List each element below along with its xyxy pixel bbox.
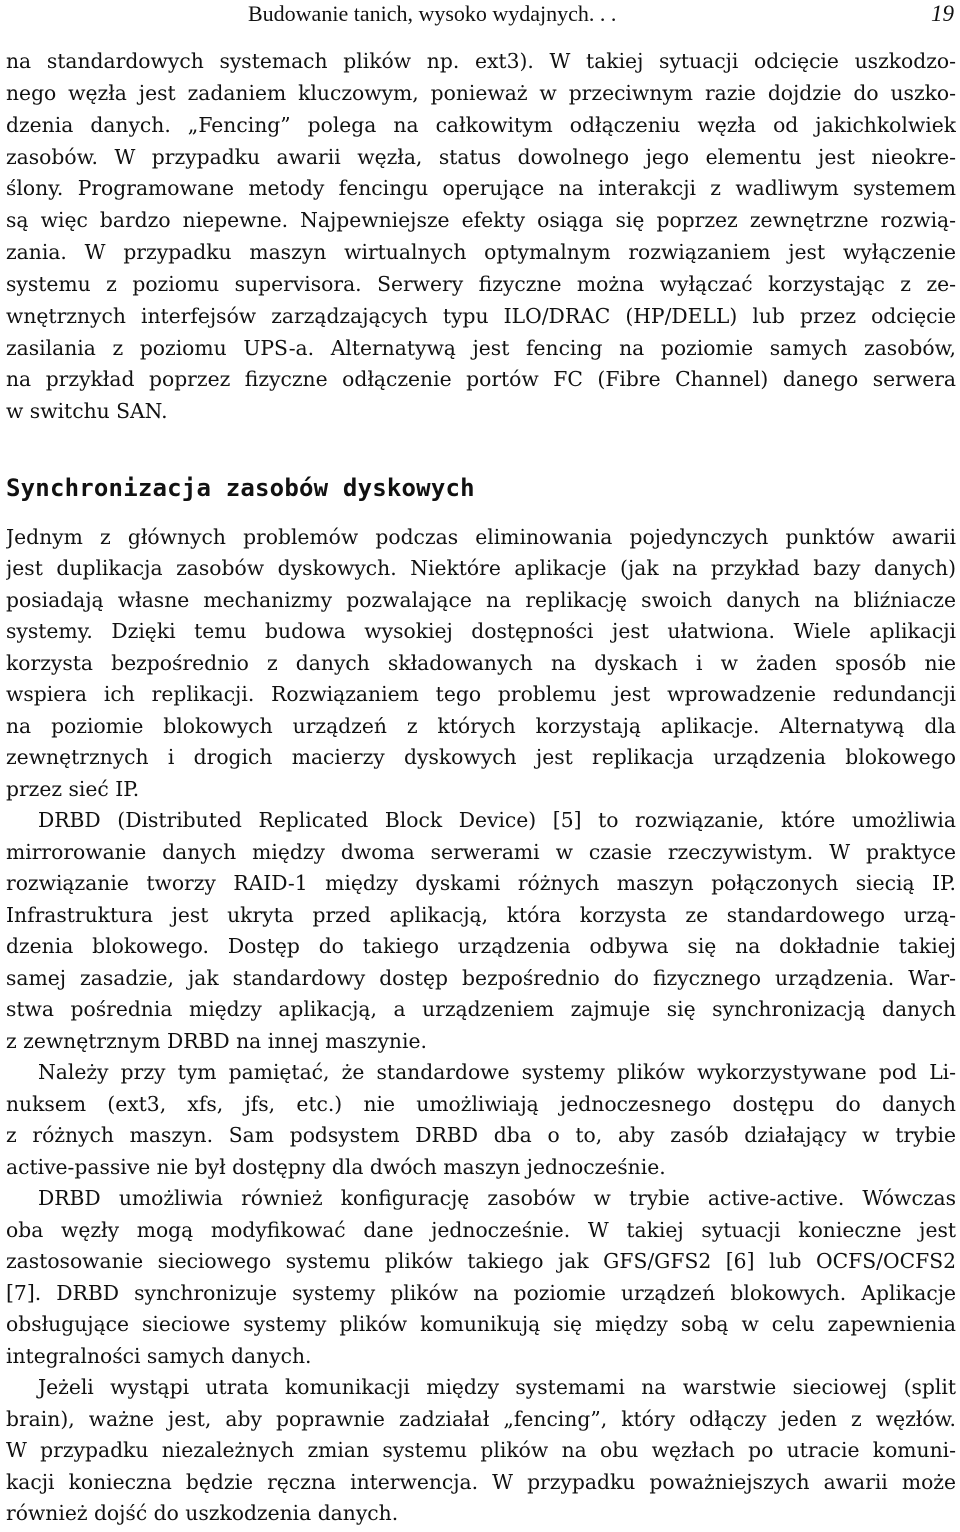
text-line: posiadają własne mechanizmy pozwalające na replikację swoich danych na bliźniacze	[6, 588, 956, 612]
text-line: w switchu SAN.	[6, 399, 168, 423]
section-heading: Synchronizacja zasobów dyskowych	[6, 474, 475, 502]
text-line: zasobów. W przypadku awarii węzła, status dowolnego jego elementu jest nieokre-	[6, 145, 956, 169]
text-line: samej zasadzie, jak standardowy dostęp bezpośrednio do fizycznego urządzenia. War-	[6, 966, 956, 990]
text-line: Infrastruktura jest ukryta przed aplikacją, która korzysta ze standardowego urzą-	[6, 903, 956, 927]
text-line: z zewnętrznym DRBD na innej maszynie.	[6, 1029, 427, 1053]
text-line: rozwiązanie tworzy RAID-1 między dyskami różnych maszyn połączonych siecią IP.	[6, 871, 956, 895]
text-line: przez sieć IP.	[6, 777, 140, 801]
text-line: nego węzła jest zadaniem kluczowym, ponieważ w przeciwnym razie dojdzie do uszko-	[6, 81, 956, 105]
text-line: kacji konieczna będzie ręczna interwencja. W przypadku poważniejszych awarii może	[6, 1470, 956, 1494]
text-line: stwa pośrednia między aplikacją, a urządzeniem zajmuje się synchronizacją danych	[6, 997, 956, 1021]
text-line: zasilania z poziomu UPS-a. Alternatywą jest fencing na poziomie samych zasobów,	[6, 336, 956, 360]
page-header	[0, 0, 960, 32]
text-line: Jednym z głównych problemów podczas eliminowania pojedynczych punktów awarii	[6, 525, 956, 549]
text-line: dzenia blokowego. Dostęp do takiego urządzenia odbywa się na dokładnie takiej	[6, 934, 956, 958]
text-line: korzysta bezpośrednio z danych składowanych na dyskach i w żaden sposób nie	[6, 651, 956, 675]
text-line: dzenia danych. „Fencing” polega na całkowitym odłączeniu węzła od jakichkolwiek	[6, 113, 956, 137]
text-line: systemy. Dzięki temu budowa wysokiej dostępności jest ułatwiona. Wiele aplikacji	[6, 619, 956, 643]
text-line: na poziomie blokowych urządzeń z których korzystają aplikacje. Alternatywą dla	[6, 714, 956, 738]
text-line: W przypadku niezależnych zmian systemu plików na obu węzłach po utracie komuni-	[6, 1438, 956, 1462]
text-line: brain), ważne jest, aby poprawnie zadziałał „fencing”, który odłączy jeden z węzłów.	[6, 1407, 956, 1431]
text-line: zewnętrznych i drogich macierzy dyskowych jest replikacja urządzenia blokowego	[6, 745, 956, 769]
paragraph-first-line: Należy przy tym pamiętać, że standardowe systemy plików wykorzystywane pod Li-	[38, 1060, 956, 1084]
text-line: wspiera ich replikacji. Rozwiązaniem tego problemu jest wprowadzenie redundancji	[6, 682, 956, 706]
text-line: na standardowych systemach plików np. ext3). W takiej sytuacji odcięcie uszkodzo-	[6, 49, 956, 73]
text-line: active-passive nie był dostępny dla dwóch maszyn jednocześnie.	[6, 1155, 666, 1179]
text-line: ślony. Programowane metody fencingu operujące na interakcji z wadliwym systemem	[6, 176, 956, 200]
paragraph-first-line: Jeżeli wystąpi utrata komunikacji między systemami na warstwie sieciowej (split	[38, 1375, 956, 1399]
text-line: z różnych maszyn. Sam podsystem DRBD dba o to, aby zasób działający w trybie	[6, 1123, 956, 1147]
paragraph-first-line: DRBD umożliwia również konfigurację zasobów w trybie active-active. Wówczas	[38, 1186, 956, 1210]
running-title: Budowanie tanich, wysoko wydajnych. . .	[248, 1, 617, 26]
text-line: są więc bardzo niepewne. Najpewniejsze efekty osiąga się poprzez zewnętrzne rozwią-	[6, 208, 956, 232]
text-line: obsługujące sieciowe systemy plików komunikują się między sobą w celu zapewnienia	[6, 1312, 956, 1336]
text-line: wnętrznych interfejsów zarządzających typu ILO/DRAC (HP/DELL) lub przez odcięcie	[6, 304, 956, 328]
text-line: zania. W przypadku maszyn wirtualnych optymalnym rozwiązaniem jest wyłączenie	[6, 240, 956, 264]
text-line: nuksem (ext3, xfs, jfs, etc.) nie umożliwiają jednoczesnego dostępu do danych	[6, 1092, 956, 1116]
paragraph-first-line: DRBD (Distributed Replicated Block Device) [5] to rozwiązanie, które umożliwia	[38, 808, 956, 832]
text-line: oba węzły mogą modyfikować dane jednocześnie. W takiej sytuacji konieczne jest	[6, 1218, 956, 1242]
text-line: na przykład poprzez fizyczne odłączenie portów FC (Fibre Channel) danego serwera	[6, 367, 956, 391]
text-line: mirrorowanie danych między dwoma serwerami w czasie rzeczywistym. W praktyce	[6, 840, 956, 864]
text-line: również dojść do uszkodzenia danych.	[6, 1501, 399, 1525]
text-line: zastosowanie sieciowego systemu plików takiego jak GFS/GFS2 [6] lub OCFS/OCFS2	[6, 1249, 956, 1273]
text-line: [7]. DRBD synchronizuje systemy plików na poziomie urządzeń blokowych. Aplikacje	[6, 1281, 956, 1305]
page-number: 19	[931, 1, 954, 26]
text-line: integralności samych danych.	[6, 1344, 312, 1368]
text-line: systemu z poziomu supervisora. Serwery fizyczne można wyłączać korzystając z ze-	[6, 272, 956, 296]
text-line: jest duplikacja zasobów dyskowych. Niektóre aplikacje (jak na przykład bazy danych)	[6, 556, 956, 580]
